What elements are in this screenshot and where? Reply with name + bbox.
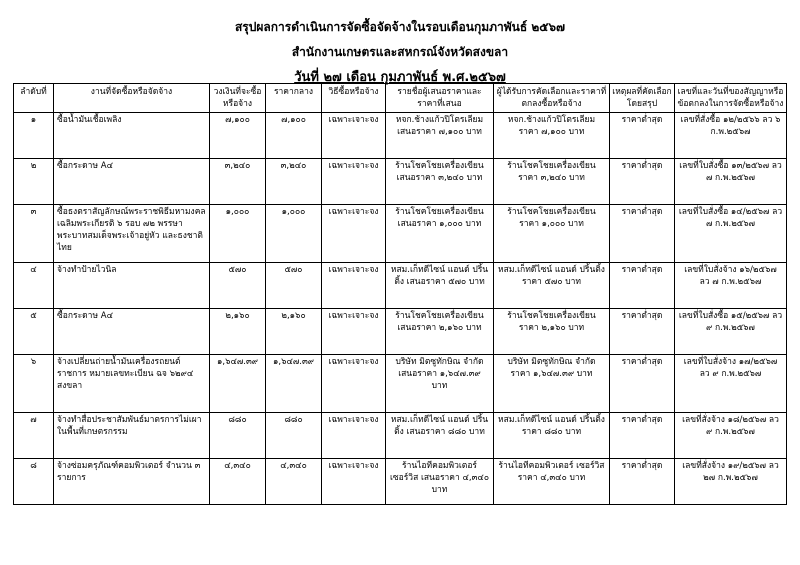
cell-budget: ๓,๒๔๐ <box>210 159 266 205</box>
cell-item: ซื้อธงตราสัญลักษณ์พระราชพิธีมหามงคลเฉลิมพระเกียรติ ๖ รอบ ๗๒ พรรษา พระบาทสมเด็จพระเจ้าอยู่หัว และธงชาติไทย <box>54 205 210 263</box>
cell-contract: เลขที่ใบสั่งซื้อ ๑๓/๒๕๖๗ ลว ๗ ก.พ.๒๕๖๗ <box>675 159 787 205</box>
table-row <box>14 459 787 505</box>
document-date: วันที่ ๒๗ เดือน กุมภาพันธ์ พ.ศ.๒๕๖๗ <box>294 70 506 85</box>
table-row <box>14 355 787 413</box>
cell-median-price: ๕๗๐ <box>266 263 322 309</box>
table-row <box>14 159 787 205</box>
cell-contract: เลขที่สั่งจ้าง ๑๙/๒๕๖๗ ลว ๒๗ ก.พ.๒๕๖๗ <box>675 459 787 505</box>
cell-method: เฉพาะเจาะจง <box>322 459 386 505</box>
cell-no: ๓ <box>14 205 54 263</box>
cell-winner: ร้านโชคโชยเครื่องเขียน ราคา ๓,๒๔๐ บาท <box>494 159 610 205</box>
cell-no: ๘ <box>14 459 54 505</box>
table-row <box>14 309 787 355</box>
cell-reason: ราคาต่ำสุด <box>610 263 675 309</box>
cell-winner: หสม.เก็ทดีไซน์ แอนด์ ปริ้นติ้ง ราคา ๘๘๐ บาท <box>494 413 610 459</box>
cell-budget: ๑,๖๔๗.๓๙ <box>210 355 266 413</box>
column-header-budget: วงเงินที่จะซื้อหรือจ้าง <box>210 84 266 113</box>
cell-winner: ร้านไอทีคอมพิวเตอร์ เซอร์วิส ราคา ๔,๓๔๐ บาท <box>494 459 610 505</box>
table-header-row <box>14 84 787 113</box>
cell-reason: ราคาต่ำสุด <box>610 309 675 355</box>
cell-contract: เลขที่ใบสั่งซื้อ ๑๕/๒๕๖๗ ลว ๙ ก.พ.๒๕๖๗ <box>675 309 787 355</box>
cell-winner: หจก.ช้างแก้วปิโตรเลียม ราคา ๗,๑๐๐ บาท <box>494 113 610 159</box>
procurement-summary-table <box>13 83 787 505</box>
cell-item: ซื้อกระดาษ A๔ <box>54 309 210 355</box>
cell-bidders: หสม.เก็ทดีไซน์ แอนด์ ปริ้นติ้ง เสนอราคา ๘๘๐ บาท <box>386 413 494 459</box>
cell-budget: ๔,๓๔๐ <box>210 459 266 505</box>
cell-reason: ราคาต่ำสุด <box>610 355 675 413</box>
document-title: สรุปผลการดำเนินการจัดซื้อจัดจ้างในรอบเดือนกุมภาพันธ์ ๒๕๖๗ <box>234 20 566 34</box>
cell-contract: เลขที่ใบสั่งจ้าง ๑๗/๒๕๖๗ ลว ๙ ก.พ.๒๕๖๗ <box>675 355 787 413</box>
cell-method: เฉพาะเจาะจง <box>322 309 386 355</box>
column-header-reason: เหตุผลที่คัดเลือกโดยสรุป <box>610 84 675 113</box>
cell-no: ๕ <box>14 309 54 355</box>
cell-no: ๔ <box>14 263 54 309</box>
column-header-method: วิธีซื้อหรือจ้าง <box>322 84 386 113</box>
cell-reason: ราคาต่ำสุด <box>610 413 675 459</box>
cell-budget: ๑,๐๐๐ <box>210 205 266 263</box>
cell-method: เฉพาะเจาะจง <box>322 159 386 205</box>
cell-contract: เลขที่สั่งซื้อ ๑๒/๒๕๖๖ ลว ๖ ก.พ.๒๕๖๗ <box>675 113 787 159</box>
column-header-median-price: ราคากลาง <box>266 84 322 113</box>
cell-no: ๒ <box>14 159 54 205</box>
cell-contract: เลขที่สั่งจ้าง ๑๘/๒๕๖๗ ลว ๙ ก.พ.๒๕๖๗ <box>675 413 787 459</box>
table-row <box>14 263 787 309</box>
cell-bidders: หจก.ช้างแก้วปิโตรเลียม เสนอราคา ๗,๑๐๐ บาท <box>386 113 494 159</box>
cell-item: จ้างทำสื่อประชาสัมพันธ์มาตรการไม่เผาในพื้นที่เกษตรกรรม <box>54 413 210 459</box>
cell-bidders: ร้านโชคโชยเครื่องเขียน เสนอราคา ๒,๑๖๐ บาท <box>386 309 494 355</box>
cell-item: ซื้อน้ำมันเชื้อเพลิง <box>54 113 210 159</box>
cell-median-price: ๔,๓๔๐ <box>266 459 322 505</box>
column-header-bidders: รายชื่อผู้เสนอราคาและราคาที่เสนอ <box>386 84 494 113</box>
cell-bidders: ร้านโชคโชยเครื่องเขียน เสนอราคา ๓,๒๔๐ บาท <box>386 159 494 205</box>
table-row <box>14 413 787 459</box>
cell-reason: ราคาต่ำสุด <box>610 113 675 159</box>
cell-winner: หสม.เก็ทดีไซน์ แอนด์ ปริ้นติ้ง ราคา ๕๗๐ บาท <box>494 263 610 309</box>
cell-no: ๖ <box>14 355 54 413</box>
cell-no: ๑ <box>14 113 54 159</box>
cell-winner: บริษัท มิตซูทักษิณ จำกัด ราคา ๑,๖๔๗.๓๙ บาท <box>494 355 610 413</box>
cell-median-price: ๗,๑๐๐ <box>266 113 322 159</box>
cell-no: ๗ <box>14 413 54 459</box>
cell-reason: ราคาต่ำสุด <box>610 459 675 505</box>
cell-contract: เลขที่ใบสั่งจ้าง ๑๖/๒๕๖๗ ลว ๗ ก.พ.๒๕๖๗ <box>675 263 787 309</box>
cell-bidders: ร้านไอทีคอมพิวเตอร์ เซอร์วิส เสนอราคา ๔,๓๔๐ บาท <box>386 459 494 505</box>
cell-bidders: ร้านโชคโชยเครื่องเขียน เสนอราคา ๑,๐๐๐ บาท <box>386 205 494 263</box>
cell-contract: เลขที่ใบสั่งซื้อ ๑๔/๒๕๖๗ ลว ๗ ก.พ.๒๕๖๗ <box>675 205 787 263</box>
cell-item: ซื้อกระดาษ A๔ <box>54 159 210 205</box>
cell-method: เฉพาะเจาะจง <box>322 413 386 459</box>
cell-bidders: บริษัท มิตซูทักษิณ จำกัด เสนอราคา ๑,๖๔๗.๓๙ บาท <box>386 355 494 413</box>
cell-item: จ้างเปลี่ยนถ่ายน้ำมันเครื่องรถยนต์ราชการ หมายเลขทะเบียน ฉจ ๖๒๙๔ สงขลา <box>54 355 210 413</box>
cell-winner: ร้านโชคโชยเครื่องเขียน ราคา ๒,๑๖๐ บาท <box>494 309 610 355</box>
table-row <box>14 113 787 159</box>
cell-reason: ราคาต่ำสุด <box>610 159 675 205</box>
cell-budget: ๗,๑๐๐ <box>210 113 266 159</box>
column-header-item: งานที่จัดซื้อหรือจัดจ้าง <box>54 84 210 113</box>
cell-reason: ราคาต่ำสุด <box>610 205 675 263</box>
cell-median-price: ๒,๑๖๐ <box>266 309 322 355</box>
cell-budget: ๕๗๐ <box>210 263 266 309</box>
cell-budget: ๘๘๐ <box>210 413 266 459</box>
cell-item: จ้างซ่อมครุภัณฑ์คอมพิวเตอร์ จำนวน ๓ รายการ <box>54 459 210 505</box>
column-header-no: ลำดับที่ <box>14 84 54 113</box>
cell-method: เฉพาะเจาะจง <box>322 355 386 413</box>
cell-bidders: หสม.เก็ทดีไซน์ แอนด์ ปริ้นติ้ง เสนอราคา ๕๗๐ บาท <box>386 263 494 309</box>
organization-name: สำนักงานเกษตรและสหกรณ์จังหวัดสงขลา <box>291 45 509 59</box>
cell-median-price: ๘๘๐ <box>266 413 322 459</box>
table-row <box>14 205 787 263</box>
cell-method: เฉพาะเจาะจง <box>322 113 386 159</box>
cell-budget: ๒,๑๖๐ <box>210 309 266 355</box>
cell-item: จ้างทำป้ายไวนิล <box>54 263 210 309</box>
column-header-winner: ผู้ได้รับการคัดเลือกและราคาที่ตกลงซื้อหรือจ้าง <box>494 84 610 113</box>
cell-method: เฉพาะเจาะจง <box>322 205 386 263</box>
column-header-contract: เลขที่และวันที่ของสัญญาหรือข้อตกลงในการจัดซื้อหรือจ้าง <box>675 84 787 113</box>
cell-median-price: ๑,๖๔๗.๓๙ <box>266 355 322 413</box>
cell-median-price: ๓,๒๔๐ <box>266 159 322 205</box>
cell-method: เฉพาะเจาะจง <box>322 263 386 309</box>
cell-winner: ร้านโชคโชยเครื่องเขียน ราคา ๑,๐๐๐ บาท <box>494 205 610 263</box>
cell-median-price: ๑,๐๐๐ <box>266 205 322 263</box>
